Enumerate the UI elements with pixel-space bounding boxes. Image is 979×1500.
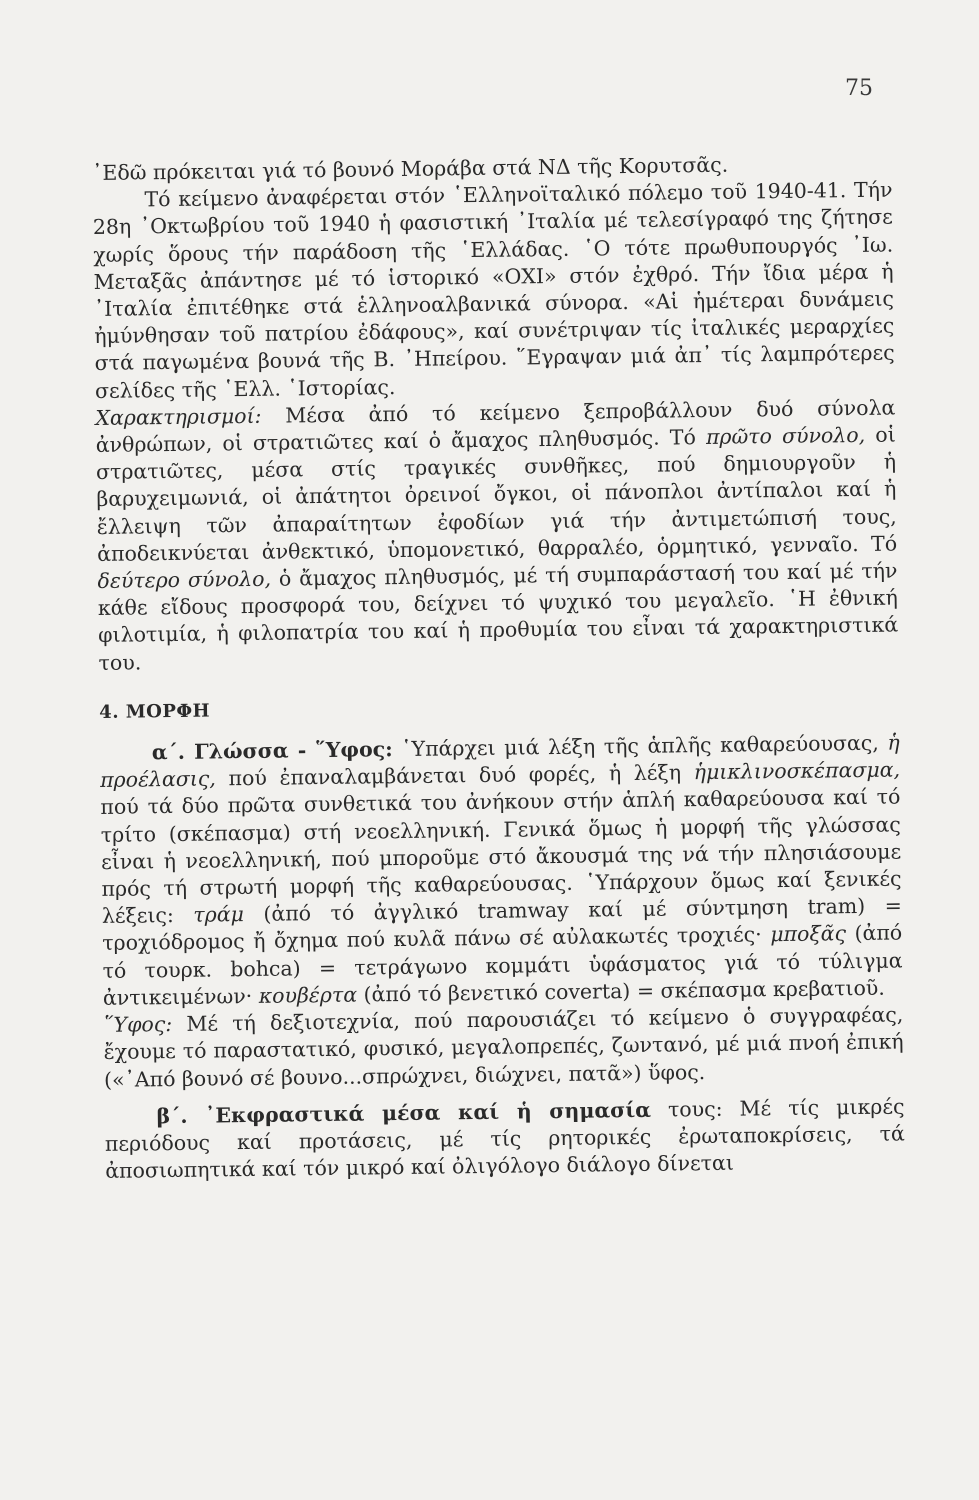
sentence-moravas: ᾿Εδῶ πρόκειται γιά τό βουνό Μοράβα στά ΝΔ τῆς Κορυτσᾶς. [92, 152, 729, 185]
means-label: β΄. ᾿Εκφραστικά μέσα καί ἡ σημασία [156, 1097, 652, 1128]
section-heading: 4. ΜΟΡΦΗ [99, 700, 211, 723]
language-label: α΄. Γλώσσα - ῞Υφος: [151, 737, 393, 765]
paragraph-history: Τό κείμενο ἀναφέρεται στόν ῾Ελληνοϊταλικό πόλεμο τοῦ 1940-41. Τήν 28η ᾿Οκτωβρίου τοῦ 1940 ἡ φασιστική ᾿Ιταλία μέ τελεσίγραφό της ζήτησε χωρίς ὅρους τήν παράδοση τῆς ῾Ελλάδας. ῾Ο τότε πρωθυπουργός ᾿Ιω. Μεταξᾶς ἀπάντησε μέ τό ἱστορικό «ΟΧΙ» στόν ἐχθρό. Τήν ἴδια μέρα ἡ ᾿Ιταλία ἐπιτέθηκε στά ἑλληνοαλβανικά σύνορα. «Αἱ ἡμέτεραι δυνάμεις ἠμύνθησαν τοῦ πατρίου ἐδάφους», καί συνέτριψαν τίς ἰταλικές μεραρχίες στά παγωμένα βουνά τῆς Β. ᾿Ηπείρου. ῞Εγραψαν μιά ἀπ᾿ τίς λαμπρότερες σελίδες τῆς ῾Ελλ. ῾Ιστορίας. [92, 177, 895, 403]
paragraph-means: β΄. ᾿Εκφραστικά μέσα καί ἡ σημασία τους: Μέ τίς μικρές περιόδους καί προτάσεις, μέ τίς ρητορικές ἐρωταποκρίσεις, τά ἀποσιωπητικά καί τόν μικρό καί ὀλιγόλογο διάλογο δίνεται [104, 1094, 905, 1184]
page-body [92, 150, 905, 1186]
page-number: 75 [845, 76, 873, 101]
characters-label: Χαρακτηρισμοί: [95, 403, 262, 430]
paragraph-characters: Χαρακτηρισμοί: Μέσα ἀπό τό κείμενο ξεπροβάλλουν δυό σύνολα ἀνθρώπων, οἱ στρατιῶτες καί ὁ ἄμαχος πληθυσμός. Τό πρῶτο σύνολο, οἱ στρατιῶτες, μέσα στίς τραγικές συνθῆκες, πού δημιουργοῦν ἡ βαρυχειμωνιά, οἱ ἀπάτητοι ὀρεινοί ὄγκοι, οἱ πάνοπλοι ἀντίπαλοι καί ἡ ἔλλειψη τῶν ἀπαραίτητων ἐφοδίων γιά τήν ἀντιμετώπισή τους, ἀποδεικνύεται ἀνθεκτικό, ὑπομονετικό, θαρραλέο, ὁρμητικό, γενναῖο. Τό δεύτερο σύνολο, ὁ ἄμαχος πληθυσμός, μέ τή συμπαράστασή του καί μέ τήν κάθε εἴδους προσφορά του, δείχνει τό ψυχικό του μεγαλεῖο. ῾Η ἐθνική φιλοτιμία, ἡ φιλοπατρία του καί ἡ προθυμία του εἶναι τά χαρακτηριστικά του. [95, 395, 899, 675]
paragraph-language: α΄. Γλώσσα - ῞Υφος: ῾Υπάρχει μιά λέξη τῆς ἁπλῆς καθαρεύουσας, ἡ προέλασις, πού ἐπαναλαμβάνεται δυό φορές, ἡ λέξη ἡμικλινοσκέπασμα, πού τά δύο πρῶτα συνθετικά του ἀνήκουν στήν ἁπλή καθαρεύουσα καί τό τρίτο (σκέπασμα) στή νεοελληνική. Γενικά ὅμως ἡ μορφή τῆς γλώσσας εἶναι ἡ νεοελληνική, πού μποροῦμε στό ἄκουσμά της νά τήν πλησιάσουμε πρός τή στρωτή μορφή τῆς καθαρεύουσας. ῾Υπάρχουν ὅμως καί ξενικές λέξεις: τράμ (ἀπό τό ἀγγλικό tramway καί μέ σύντμηση tram) = τροχιόδρομος ἤ ὄχημα πού κυλᾶ πάνω σέ αὐλακωτές τροχιές· μποξᾶς (ἀπό τό τουρκ. bohca) = τετράγωνο κομμάτι ὑφάσματος γιά τό τύλιγμα ἀντικειμένων· κουβέρτα (ἀπό τό βενετικό coverta) = σκέπασμα κρεβατιοῦ. [99, 730, 903, 1010]
paragraph-style: ῞Υφος: Μέ τή δεξιοτεχνία, πού παρουσιάζει τό κείμενο ὁ συγγραφέας, ἔχουμε τό παραστατικό, φυσικό, μεγαλοπρεπές, ζωντανό, μέ μιά πνοή ἐπική («᾿Από βουνό σέ βουνο...σπρώχνει, διώχνει, πατᾶ») ὕφος. [103, 1002, 904, 1092]
style-label: ῞Υφος: [103, 1012, 173, 1038]
